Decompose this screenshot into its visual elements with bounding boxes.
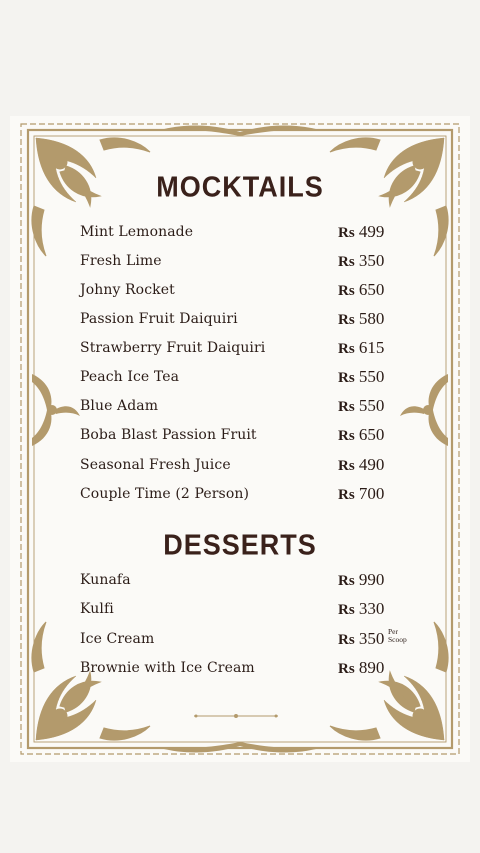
- item-name: Couple Time (2 Person): [80, 486, 250, 502]
- item-name: Brownie with Ice Cream: [80, 660, 255, 676]
- item-price: Rs 550: [338, 367, 385, 386]
- item-name: Strawberry Fruit Daiquiri: [80, 340, 266, 356]
- menu-item: [80, 311, 420, 331]
- item-name: Ice Cream: [80, 631, 155, 647]
- item-price: Rs 580: [338, 309, 385, 328]
- item-name: Passion Fruit Daiquiri: [80, 311, 238, 327]
- item-name: Mint Lemonade: [80, 224, 194, 240]
- item-price: Rs 650: [338, 425, 385, 444]
- item-price: Rs 490: [338, 455, 385, 474]
- menu-item: [80, 427, 420, 447]
- item-price: Rs 330: [338, 599, 385, 618]
- item-price: Rs 990: [338, 570, 385, 589]
- item-price: Rs 700: [338, 484, 385, 503]
- menu-item: [80, 224, 420, 244]
- item-price: Rs 650: [338, 280, 385, 299]
- item-name: Boba Blast Passion Fruit: [80, 427, 257, 443]
- item-name: Johny Rocket: [80, 282, 175, 298]
- menu-item: [80, 253, 420, 273]
- menu-item: [80, 398, 420, 418]
- side-ornament-left: [32, 374, 80, 446]
- item-price: Rs 350: [338, 251, 385, 270]
- menu-item: [80, 457, 420, 477]
- menu-card: [10, 116, 470, 762]
- menu-item: [80, 660, 420, 680]
- item-name: Seasonal Fresh Juice: [80, 457, 231, 473]
- item-price: Rs 499: [338, 222, 385, 241]
- section-title-desserts: DESSERTS: [163, 529, 317, 561]
- item-price: Rs 350: [338, 629, 385, 648]
- menu-item: [80, 572, 420, 592]
- item-name: Kunafa: [80, 572, 131, 588]
- menu-item: [80, 486, 420, 506]
- menu-item: [80, 627, 420, 651]
- item-name: Peach Ice Tea: [80, 369, 180, 385]
- item-price: Rs 615: [338, 338, 385, 357]
- item-price: Rs 890: [338, 658, 385, 677]
- bottom-divider: [194, 712, 278, 720]
- menu-item: [80, 340, 420, 360]
- menu-item: [80, 282, 420, 302]
- section-title-mocktails: MOCKTAILS: [156, 171, 324, 203]
- item-name: Blue Adam: [80, 398, 159, 414]
- menu-item: [80, 369, 420, 389]
- price-note: Per Scoop: [388, 627, 407, 644]
- item-name: Kulfi: [80, 601, 114, 617]
- item-price: Rs 550: [338, 396, 385, 415]
- menu-item: [80, 601, 420, 621]
- item-name: Fresh Lime: [80, 253, 162, 269]
